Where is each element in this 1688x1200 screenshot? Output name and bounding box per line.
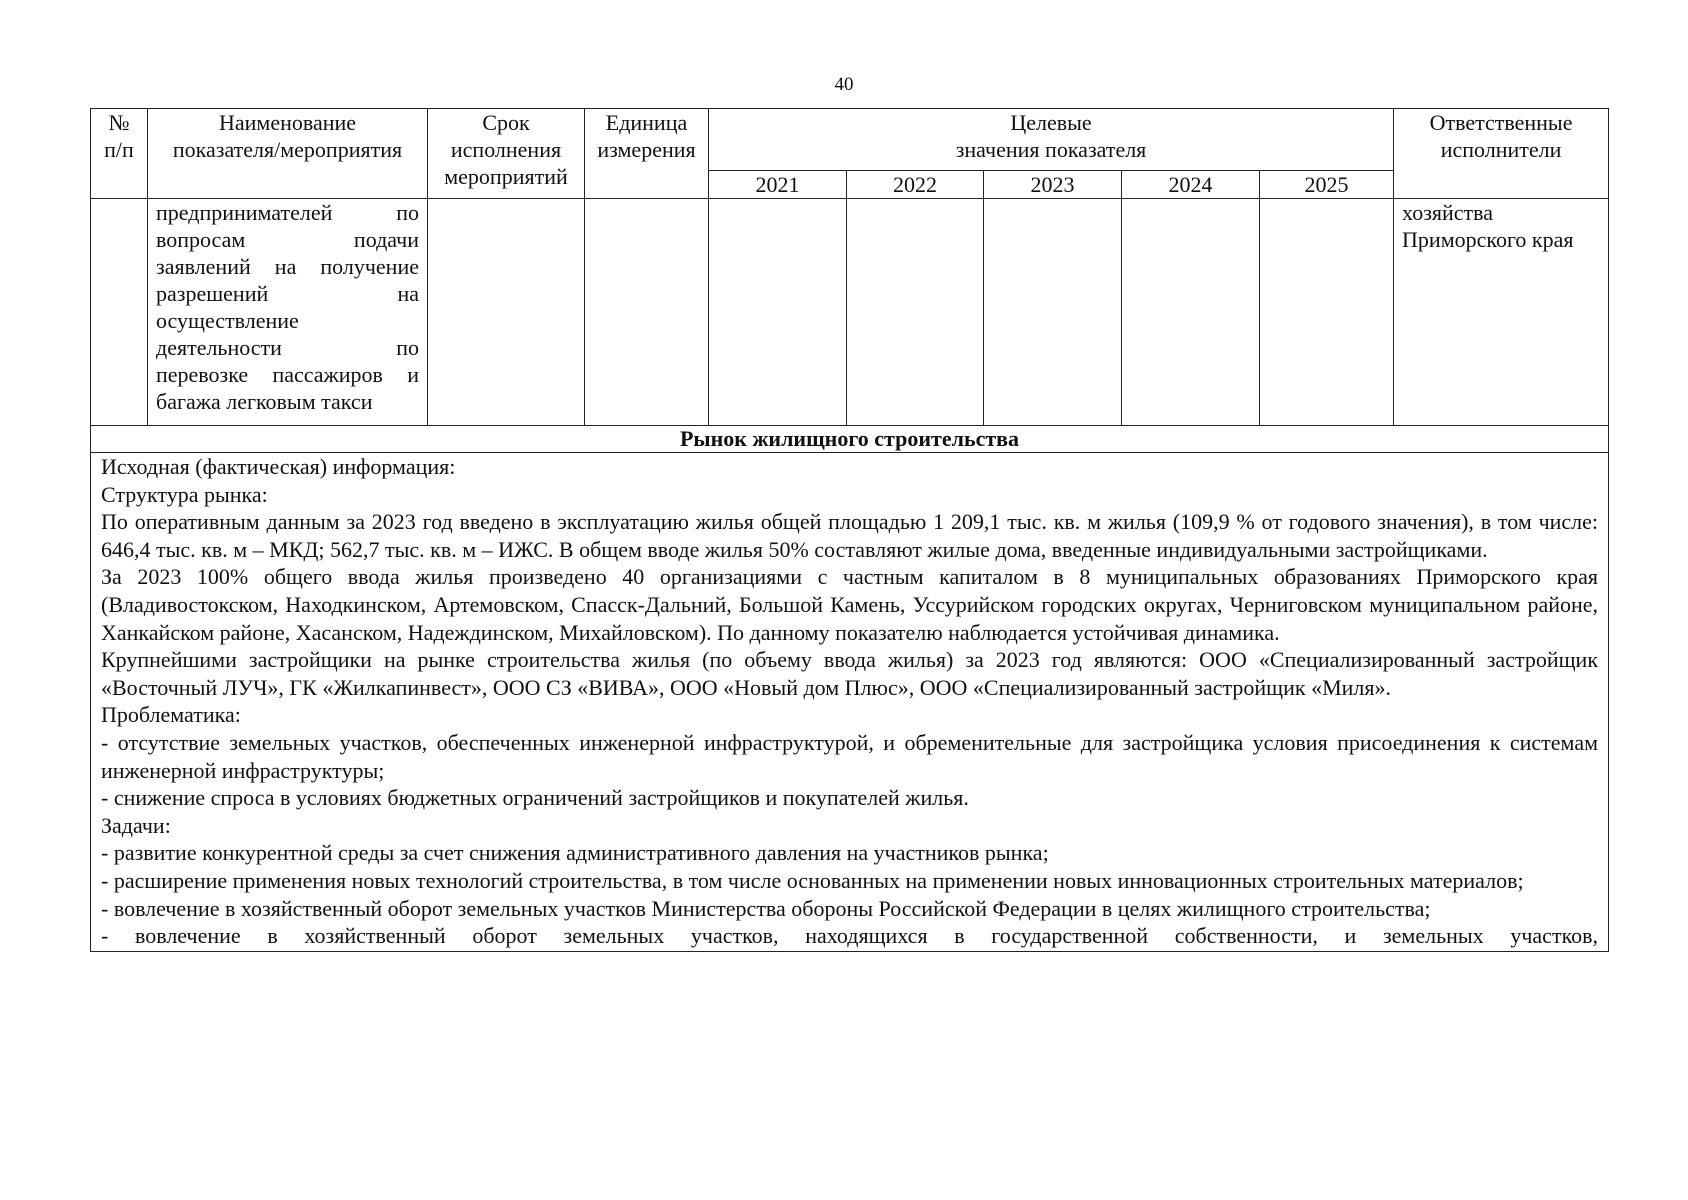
header-responsible: Ответственные исполнители — [1394, 109, 1609, 199]
tasks-heading: Задачи: — [101, 812, 171, 838]
row-responsible-cell: хозяйства Приморского края — [1394, 199, 1609, 426]
header-year-2023: 2023 — [984, 171, 1122, 199]
list-item: - вовлечение в хозяйственный оборот земельных участков Министерства обороны Российской Федерации в целях жилищного строительства; — [101, 895, 1431, 921]
header-year-2021: 2021 — [709, 171, 847, 199]
list-item: - расширение применения новых технологий строительства, в том числе основанных на применении новых инновационных строительных материалов; — [101, 867, 1524, 893]
paragraph: Крупнейшими застройщики на рынке строительства жилья (по объему ввода жилья) за 2023 год являются: ООО «Специализированный застройщик «Восточный ЛУЧ», ГК «Жилкапинвест», ООО СЗ «ВИВА», ООО «Новый дом Плюс», ООО «Специализированный застройщик «Миля». — [101, 647, 1599, 700]
info-heading: Исходная (фактическая) информация: — [101, 454, 456, 479]
table-row — [91, 199, 1609, 426]
header-year-2025: 2025 — [1260, 171, 1394, 199]
row-num-cell — [91, 199, 148, 426]
paragraph: По оперативным данным за 2023 год введено в эксплуатацию жилья общей площадью 1 209,1 тыс. кв. м жилья (109,9 % от годового значения), в том числе: 646,4 тыс. кв. м – МКД; 562,7 тыс. кв. м – ИЖС. В общем вводе жилья 50% составляют жилые дома, введенные индивидуальными застройщиками. — [101, 509, 1599, 562]
measures-table — [90, 108, 1609, 952]
row-unit-cell — [585, 199, 709, 426]
header-target-values: Целевые значения показателя — [709, 109, 1394, 171]
problems-heading: Проблематика: — [101, 702, 241, 728]
row-term-cell — [428, 199, 585, 426]
header-row-top — [91, 109, 1609, 171]
row-2023-cell — [984, 199, 1122, 426]
list-item: - вовлечение в хозяйственный оборот земельных участков, находящихся в государственной собственности, и земельных участков, — [101, 923, 1599, 949]
info-cell — [91, 453, 1609, 952]
row-2022-cell — [847, 199, 984, 426]
header-name: Наименование показателя/мероприятия — [148, 109, 428, 199]
list-item: - отсутствие земельных участков, обеспеченных инженерной инфраструктурой, и обременительные для застройщика условия присоединения к системам инженерной инфраструктуры; — [101, 729, 1599, 783]
info-row — [91, 453, 1609, 952]
section-title: Рынок жилищного строительства — [91, 426, 1609, 453]
row-2025-cell — [1260, 199, 1394, 426]
header-unit: Единица измерения — [585, 109, 709, 199]
header-year-2024: 2024 — [1122, 171, 1260, 199]
market-structure-heading: Структура рынка: — [101, 481, 268, 507]
list-item: - развитие конкурентной среды за счет снижения административного давления на участников рынка; — [101, 840, 1049, 866]
row-name-cell: предпринимателей по вопросам подачи заявлений на получение разрешений на осуществление деятельности по перевозке пассажиров и багажа легковым такси — [148, 199, 428, 426]
page-number: 40 — [834, 74, 854, 95]
row-2024-cell — [1122, 199, 1260, 426]
paragraph: За 2023 100% общего ввода жилья произведено 40 организациями с частным капиталом в 8 муниципальных образованиях Приморского края (Владивостокском, Находкинском, Артемовском, Спасск-Дальний, Большой Камень, Уссурийском городских округах, Черниговском муниципальном районе, Ханкайском районе, Хасанском, Надеждинском, Михайловском). По данному показателю наблюдается устойчивая динамика. — [101, 564, 1599, 645]
header-num: № п/п — [91, 109, 148, 199]
measures-table-sheet — [90, 108, 1608, 952]
section-title-row — [91, 426, 1609, 453]
header-year-2022: 2022 — [847, 171, 984, 199]
list-item: - снижение спроса в условиях бюджетных ограничений застройщиков и покупателей жилья. — [101, 785, 969, 811]
header-term: Срок исполнения мероприятий — [428, 109, 585, 199]
row-2021-cell — [709, 199, 847, 426]
